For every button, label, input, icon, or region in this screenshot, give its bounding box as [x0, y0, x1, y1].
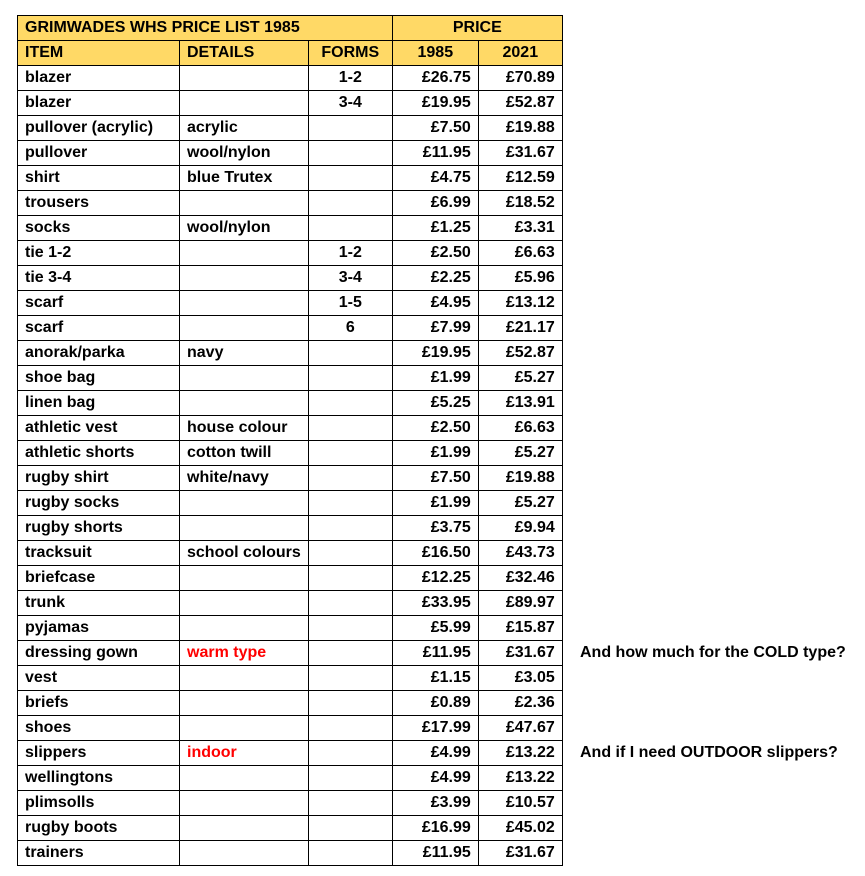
cell-price-1985: £7.99 [392, 316, 478, 341]
cell-price-2021: £13.22 [478, 766, 562, 791]
cell-price-2021: £45.02 [478, 816, 562, 841]
price-header: PRICE [392, 16, 562, 41]
cell-details [180, 316, 309, 341]
cell-details [180, 841, 309, 866]
cell-price-2021: £5.27 [478, 366, 562, 391]
cell-forms [308, 641, 392, 666]
table-row [18, 791, 563, 816]
cell-price-1985: £33.95 [392, 591, 478, 616]
cell-price-2021: £19.88 [478, 466, 562, 491]
cell-item: tie 1-2 [18, 241, 180, 266]
price-list-table [17, 15, 563, 866]
cell-item: rugby socks [18, 491, 180, 516]
table-row [18, 691, 563, 716]
cell-price-1985: £2.25 [392, 266, 478, 291]
header-details: DETAILS [180, 41, 309, 66]
cell-item: trousers [18, 191, 180, 216]
table-row [18, 291, 563, 316]
table-row [18, 241, 563, 266]
cell-item: rugby shirt [18, 466, 180, 491]
cell-price-1985: £7.50 [392, 116, 478, 141]
cell-price-2021: £3.31 [478, 216, 562, 241]
cell-item: scarf [18, 291, 180, 316]
cell-price-1985: £16.99 [392, 816, 478, 841]
cell-item: anorak/parka [18, 341, 180, 366]
cell-price-2021: £9.94 [478, 516, 562, 541]
cell-details [180, 391, 309, 416]
cell-forms [308, 791, 392, 816]
cell-item: trunk [18, 591, 180, 616]
cell-price-2021: £89.97 [478, 591, 562, 616]
cell-forms [308, 116, 392, 141]
cell-forms [308, 516, 392, 541]
table-row [18, 466, 563, 491]
cell-price-2021: £5.96 [478, 266, 562, 291]
cell-forms [308, 391, 392, 416]
cell-item: athletic shorts [18, 441, 180, 466]
side-note: And if I need OUTDOOR slippers? [580, 744, 838, 761]
cell-forms: 3-4 [308, 266, 392, 291]
cell-item: scarf [18, 316, 180, 341]
cell-forms [308, 691, 392, 716]
cell-price-1985: £4.95 [392, 291, 478, 316]
cell-price-1985: £5.25 [392, 391, 478, 416]
cell-item: rugby boots [18, 816, 180, 841]
cell-forms [308, 566, 392, 591]
table-row [18, 316, 563, 341]
table-row [18, 391, 563, 416]
cell-details: warm type [180, 641, 309, 666]
cell-item: shirt [18, 166, 180, 191]
cell-price-1985: £6.99 [392, 191, 478, 216]
table-row [18, 416, 563, 441]
cell-price-2021: £70.89 [478, 66, 562, 91]
cell-price-1985: £5.99 [392, 616, 478, 641]
cell-price-2021: £52.87 [478, 341, 562, 366]
header-forms: FORMS [308, 41, 392, 66]
table-row [18, 191, 563, 216]
cell-price-1985: £11.95 [392, 141, 478, 166]
cell-price-2021: £2.36 [478, 691, 562, 716]
cell-forms [308, 541, 392, 566]
cell-forms: 3-4 [308, 91, 392, 116]
cell-details: wool/nylon [180, 216, 309, 241]
cell-item: blazer [18, 91, 180, 116]
cell-price-2021: £32.46 [478, 566, 562, 591]
cell-price-1985: £3.75 [392, 516, 478, 541]
cell-price-2021: £13.12 [478, 291, 562, 316]
cell-item: athletic vest [18, 416, 180, 441]
table-row [18, 491, 563, 516]
cell-price-2021: £5.27 [478, 441, 562, 466]
table-row [18, 516, 563, 541]
cell-price-1985: £11.95 [392, 641, 478, 666]
cell-forms: 1-5 [308, 291, 392, 316]
cell-details [180, 716, 309, 741]
cell-details [180, 691, 309, 716]
cell-item: shoe bag [18, 366, 180, 391]
table-row [18, 91, 563, 116]
cell-forms [308, 166, 392, 191]
cell-price-2021: £5.27 [478, 491, 562, 516]
cell-details: acrylic [180, 116, 309, 141]
cell-price-2021: £52.87 [478, 91, 562, 116]
cell-details [180, 516, 309, 541]
cell-item: rugby shorts [18, 516, 180, 541]
cell-price-1985: £1.99 [392, 366, 478, 391]
cell-details: wool/nylon [180, 141, 309, 166]
cell-details [180, 616, 309, 641]
cell-item: pullover [18, 141, 180, 166]
cell-details: blue Trutex [180, 166, 309, 191]
cell-forms [308, 841, 392, 866]
cell-item: trainers [18, 841, 180, 866]
table-row [18, 591, 563, 616]
cell-item: briefs [18, 691, 180, 716]
cell-forms [308, 666, 392, 691]
cell-price-1985: £16.50 [392, 541, 478, 566]
cell-price-1985: £19.95 [392, 341, 478, 366]
table-row [18, 716, 563, 741]
cell-item: blazer [18, 66, 180, 91]
cell-price-2021: £21.17 [478, 316, 562, 341]
cell-details [180, 566, 309, 591]
cell-price-1985: £2.50 [392, 241, 478, 266]
cell-price-2021: £13.91 [478, 391, 562, 416]
table-row [18, 816, 563, 841]
cell-item: vest [18, 666, 180, 691]
cell-details [180, 66, 309, 91]
cell-details [180, 591, 309, 616]
cell-price-1985: £4.99 [392, 766, 478, 791]
cell-forms [308, 416, 392, 441]
table-row [18, 841, 563, 866]
cell-price-1985: £17.99 [392, 716, 478, 741]
cell-item: pyjamas [18, 616, 180, 641]
cell-item: briefcase [18, 566, 180, 591]
header-1985: 1985 [392, 41, 478, 66]
cell-item: dressing gown [18, 641, 180, 666]
table-row [18, 666, 563, 691]
cell-price-2021: £3.05 [478, 666, 562, 691]
cell-price-1985: £4.99 [392, 741, 478, 766]
table-title: GRIMWADES WHS PRICE LIST 1985 [18, 16, 393, 41]
cell-price-1985: £1.15 [392, 666, 478, 691]
cell-item: tie 3-4 [18, 266, 180, 291]
cell-details [180, 666, 309, 691]
cell-price-2021: £12.59 [478, 166, 562, 191]
table-row [18, 141, 563, 166]
cell-item: pullover (acrylic) [18, 116, 180, 141]
table-row [18, 441, 563, 466]
cell-forms [308, 591, 392, 616]
cell-forms [308, 816, 392, 841]
cell-details: school colours [180, 541, 309, 566]
table-row [18, 541, 563, 566]
table-row [18, 616, 563, 641]
cell-details [180, 266, 309, 291]
cell-price-1985: £0.89 [392, 691, 478, 716]
cell-price-2021: £6.63 [478, 241, 562, 266]
cell-details: house colour [180, 416, 309, 441]
cell-price-2021: £15.87 [478, 616, 562, 641]
header-item: ITEM [18, 41, 180, 66]
table-row [18, 641, 563, 666]
cell-price-2021: £6.63 [478, 416, 562, 441]
cell-item: socks [18, 216, 180, 241]
cell-price-1985: £1.25 [392, 216, 478, 241]
table-row [18, 216, 563, 241]
cell-forms [308, 141, 392, 166]
cell-details: indoor [180, 741, 309, 766]
table-row [18, 166, 563, 191]
cell-forms [308, 491, 392, 516]
cell-price-2021: £13.22 [478, 741, 562, 766]
cell-forms [308, 766, 392, 791]
table-row [18, 116, 563, 141]
cell-price-2021: £47.67 [478, 716, 562, 741]
cell-price-1985: £26.75 [392, 66, 478, 91]
cell-details [180, 291, 309, 316]
table-row [18, 341, 563, 366]
cell-price-1985: £12.25 [392, 566, 478, 591]
cell-details [180, 91, 309, 116]
cell-price-2021: £31.67 [478, 641, 562, 666]
side-note: And how much for the COLD type? [580, 644, 846, 661]
cell-item: plimsolls [18, 791, 180, 816]
cell-price-1985: £1.99 [392, 491, 478, 516]
cell-price-2021: £31.67 [478, 841, 562, 866]
table-row [18, 366, 563, 391]
table-row [18, 766, 563, 791]
title-row [18, 16, 563, 41]
cell-forms [308, 441, 392, 466]
cell-price-2021: £19.88 [478, 116, 562, 141]
cell-details [180, 491, 309, 516]
cell-forms [308, 216, 392, 241]
cell-item: linen bag [18, 391, 180, 416]
cell-details: cotton twill [180, 441, 309, 466]
cell-forms [308, 616, 392, 641]
cell-details [180, 816, 309, 841]
cell-price-1985: £4.75 [392, 166, 478, 191]
cell-forms: 1-2 [308, 241, 392, 266]
cell-details [180, 241, 309, 266]
cell-details: white/navy [180, 466, 309, 491]
cell-details [180, 191, 309, 216]
cell-item: tracksuit [18, 541, 180, 566]
cell-price-1985: £2.50 [392, 416, 478, 441]
cell-details [180, 791, 309, 816]
cell-price-1985: £19.95 [392, 91, 478, 116]
cell-forms [308, 466, 392, 491]
cell-forms [308, 716, 392, 741]
cell-price-1985: £7.50 [392, 466, 478, 491]
cell-item: slippers [18, 741, 180, 766]
table-row [18, 266, 563, 291]
cell-price-2021: £43.73 [478, 541, 562, 566]
cell-forms [308, 191, 392, 216]
table-row [18, 566, 563, 591]
cell-details [180, 766, 309, 791]
cell-item: wellingtons [18, 766, 180, 791]
cell-forms: 6 [308, 316, 392, 341]
cell-price-1985: £3.99 [392, 791, 478, 816]
cell-details [180, 366, 309, 391]
cell-price-2021: £31.67 [478, 141, 562, 166]
table-row [18, 66, 563, 91]
cell-price-1985: £11.95 [392, 841, 478, 866]
header-2021: 2021 [478, 41, 562, 66]
cell-price-1985: £1.99 [392, 441, 478, 466]
cell-forms: 1-2 [308, 66, 392, 91]
cell-price-2021: £10.57 [478, 791, 562, 816]
cell-forms [308, 366, 392, 391]
cell-forms [308, 341, 392, 366]
cell-forms [308, 741, 392, 766]
cell-price-2021: £18.52 [478, 191, 562, 216]
table-row [18, 741, 563, 766]
column-header-row [18, 41, 563, 66]
cell-details: navy [180, 341, 309, 366]
cell-item: shoes [18, 716, 180, 741]
